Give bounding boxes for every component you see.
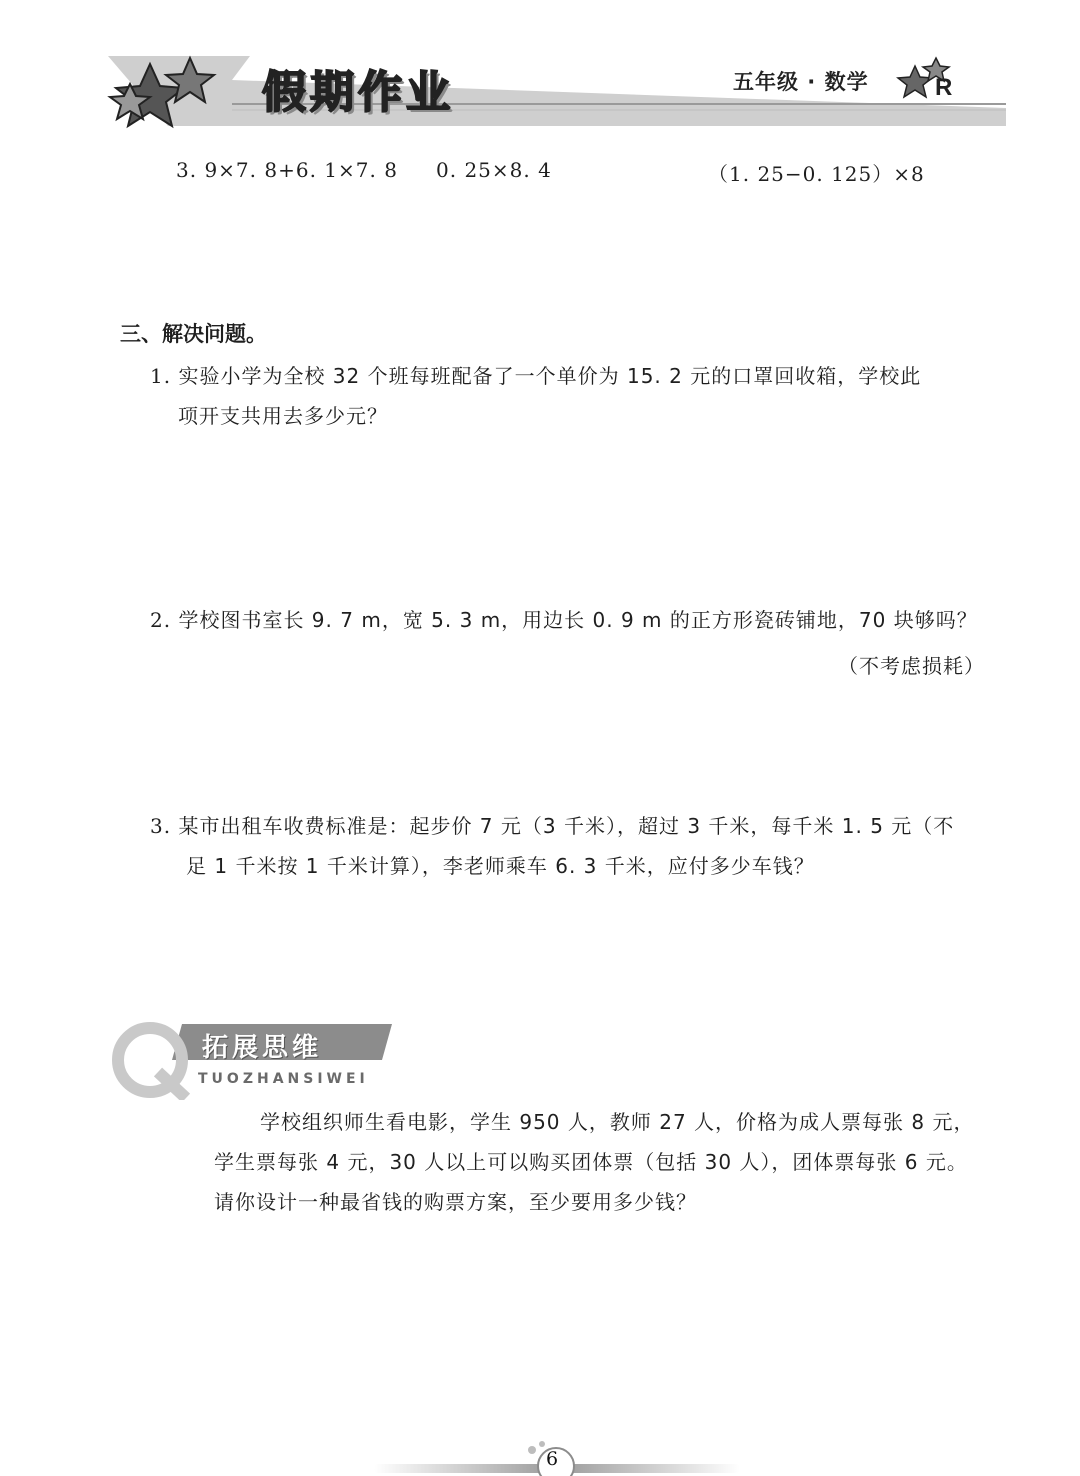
extension-text-line: 学生票每张 4 元，30 人以上可以购买团体票（包括 30 人），团体票每张 6 元。: [214, 1150, 968, 1174]
edition-mark: R: [935, 74, 953, 101]
question-3: [150, 806, 1010, 886]
extension-title: 拓展思维: [202, 1033, 323, 1063]
extension-problem: [214, 1102, 1014, 1222]
extension-text-line: 学校组织师生看电影，学生 950 人，教师 27 人，价格为成人票每张 8 元，: [260, 1110, 975, 1134]
question-2: [150, 600, 1010, 640]
section-title: 三、解决问题。: [120, 322, 267, 346]
page-title: 假期作业: [262, 67, 454, 118]
page-number: 6: [546, 1448, 559, 1470]
badge-letter: [130, 1030, 131, 1031]
page-footer: [370, 1440, 750, 1476]
question-number: 2.: [150, 608, 172, 632]
extension-subtitle: TUOZHANSIWEI: [198, 1071, 369, 1087]
calc-expression-2: 0. 25×8. 4: [436, 158, 552, 182]
question-text: 项开支共用去多少元？: [178, 404, 388, 428]
question-note: （不考虑损耗）: [838, 654, 985, 678]
question-number: 1.: [150, 364, 172, 388]
header-decoration: [0, 0, 1080, 140]
calc-expression-1: 3. 9×7. 8+6. 1×7. 8: [176, 158, 398, 182]
question-text: 某市出租车收费标准是：起步价 7 元（3 千米），超过 3 千米，每千米 1. 5 元（不: [178, 814, 955, 838]
question-text: 足 1 千米按 1 千米计算），李老师乘车 6. 3 千米，应付多少车钱？: [186, 854, 815, 878]
question-text: 学校图书室长 9. 7 m，宽 5. 3 m，用边长 0. 9 m 的正方形瓷砖铺地，70 块够吗？: [178, 608, 978, 632]
footer-decoration: [370, 1440, 750, 1476]
question-text: 实验小学为全校 32 个班每班配备了一个单价为 15. 2 元的口罩回收箱，学校此: [178, 364, 922, 388]
extension-text-line: 请你设计一种最省钱的购票方案，至少要用多少钱？: [214, 1190, 697, 1214]
question-1: [150, 356, 1010, 436]
page-header: [0, 0, 1080, 140]
calc-expression-3: （1. 25−0. 125）×8: [708, 162, 925, 186]
grade-subject-label: 五年级 · 数学: [733, 70, 869, 94]
question-number: 3.: [150, 814, 172, 838]
header-band: [108, 56, 1006, 126]
